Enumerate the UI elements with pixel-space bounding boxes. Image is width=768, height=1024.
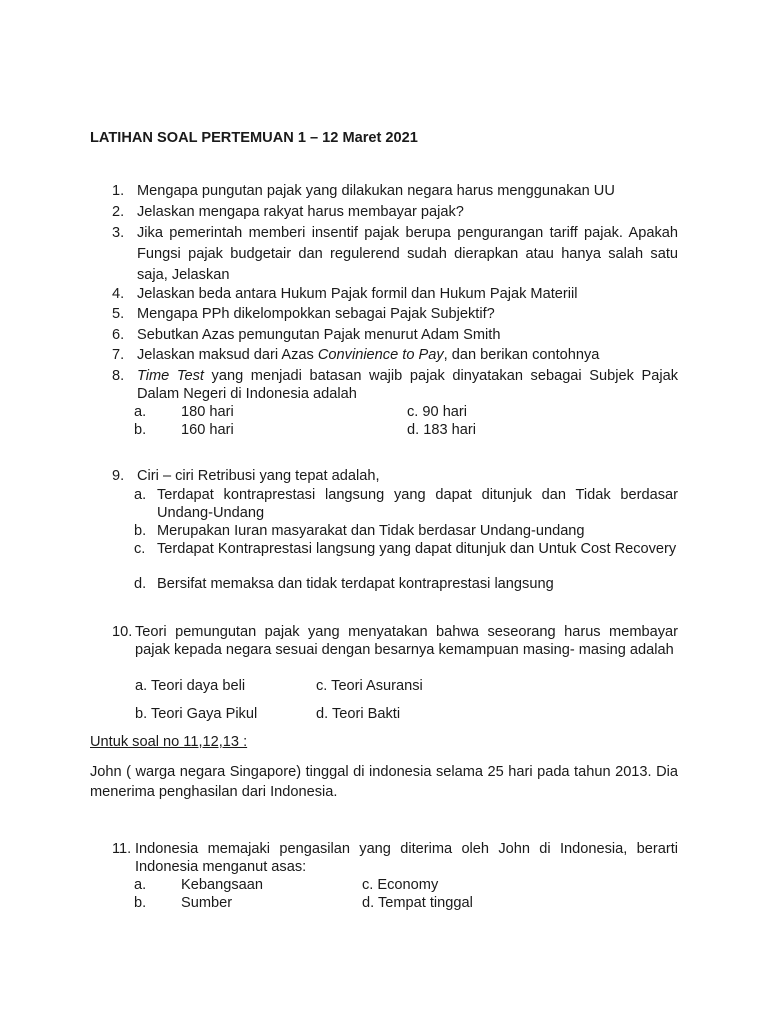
- option-text: 160 hari: [181, 422, 234, 438]
- question-text: Jika pemerintah memberi insentif pajak berupa pengurangan tariff pajak. Apakah Fungsi pajak budgetair dan regulerend sudah dierapkan atau hanya salah satu saja, Jelaskan: [137, 225, 678, 283]
- option-text: d. Tempat tinggal: [362, 895, 473, 911]
- question-number: 10.: [112, 624, 133, 640]
- question-1: [112, 182, 678, 200]
- option-letter: a.: [134, 877, 147, 893]
- option-item: [134, 522, 678, 540]
- section-label: Untuk soal no 11,12,13 :: [90, 734, 248, 750]
- question-6: [112, 326, 678, 344]
- question-9: [112, 467, 678, 485]
- question-text: Mengapa pungutan pajak yang dilakukan negara harus menggunakan UU: [137, 183, 615, 199]
- option-text: Terdapat kontraprestasi langsung yang dapat ditunjuk dan Tidak berdasar Undang-Undang: [157, 487, 678, 521]
- question-8: [112, 367, 678, 403]
- question-3: [112, 223, 678, 286]
- italic-term: Time Test: [137, 368, 204, 384]
- question-10: [112, 623, 678, 659]
- option-text: Terdapat Kontraprestasi langsung yang dapat ditunjuk dan Untuk Cost Recovery: [157, 541, 677, 557]
- question-text: [137, 367, 678, 403]
- question-text: Sebutkan Azas pemungutan Pajak menurut Adam Smith: [137, 327, 501, 343]
- text-segment: Jelaskan maksud dari Azas: [137, 347, 318, 363]
- option-letter: d.: [134, 576, 147, 592]
- question-number: 8.: [112, 368, 125, 384]
- case-paragraph: John ( warga negara Singapore) tinggal di indonesia selama 25 hari pada tahun 2013. Dia menerima penghasilan dari Indonesia.: [90, 764, 678, 800]
- italic-term: Convinience to Pay: [317, 347, 444, 363]
- option-letter: a.: [134, 404, 147, 420]
- question-text: Indonesia memajaki pengasilan yang diterima oleh John di Indonesia, berarti Indonesia menganut asas:: [135, 841, 678, 875]
- question-number: 9.: [112, 468, 125, 484]
- option-item: [134, 540, 678, 558]
- question-text: Jelaskan beda antara Hukum Pajak formil dan Hukum Pajak Materiil: [137, 286, 578, 302]
- option-letter: b.: [134, 895, 147, 911]
- option-text: Kebangsaan: [181, 877, 263, 893]
- option-text: d. Teori Bakti: [316, 706, 401, 722]
- question-5: [112, 305, 678, 323]
- question-text: Teori pemungutan pajak yang menyatakan bahwa seseorang harus membayar pajak kepada negara sesuai dengan besarnya kemampuan masing- masing adalah: [135, 624, 678, 658]
- question-number: 5.: [112, 306, 125, 322]
- text-segment: yang menjadi batasan wajib pajak dinyatakan sebagai Subjek Pajak Dalam Negeri di Indonesia adalah: [137, 368, 678, 402]
- option-text: c. Teori Asuransi: [316, 678, 423, 694]
- question-number: 11.: [112, 841, 132, 857]
- option-letter: a.: [134, 487, 147, 503]
- option-letter: c.: [134, 541, 146, 557]
- question-number: 6.: [112, 327, 125, 343]
- option-letter: b.: [134, 422, 147, 438]
- option-item: [134, 575, 678, 593]
- question-7: [112, 346, 678, 364]
- document-title: LATIHAN SOAL PERTEMUAN 1 – 12 Maret 2021: [90, 130, 418, 146]
- option-text: c. 90 hari: [407, 404, 468, 420]
- question-number: 1.: [112, 183, 125, 199]
- option-text: c. Economy: [362, 877, 439, 893]
- option-item: [134, 486, 678, 522]
- question-number: 3.: [112, 225, 125, 241]
- question-text: Mengapa PPh dikelompokkan sebagai Pajak Subjektif?: [137, 306, 495, 322]
- question-number: 2.: [112, 204, 125, 220]
- option-text: b. Teori Gaya Pikul: [135, 706, 258, 722]
- question-number: 4.: [112, 286, 125, 302]
- option-text: Merupakan Iuran masyarakat dan Tidak berdasar Undang-undang: [157, 523, 585, 539]
- option-letter: b.: [134, 523, 147, 539]
- option-text: a. Teori daya beli: [135, 678, 246, 694]
- question-text: Ciri – ciri Retribusi yang tepat adalah,: [137, 468, 380, 484]
- question-4: [112, 285, 678, 303]
- option-text: d. 183 hari: [407, 422, 476, 438]
- question-2: [112, 203, 678, 221]
- option-text: 180 hari: [181, 404, 234, 420]
- text-segment: , dan berikan contohnya: [443, 347, 600, 363]
- question-text: Jelaskan mengapa rakyat harus membayar pajak?: [137, 204, 464, 220]
- question-11: [112, 840, 678, 876]
- question-text: [137, 346, 678, 364]
- question-number: 7.: [112, 347, 125, 363]
- option-text: Sumber: [181, 895, 233, 911]
- option-text: Bersifat memaksa dan tidak terdapat kontraprestasi langsung: [157, 576, 554, 592]
